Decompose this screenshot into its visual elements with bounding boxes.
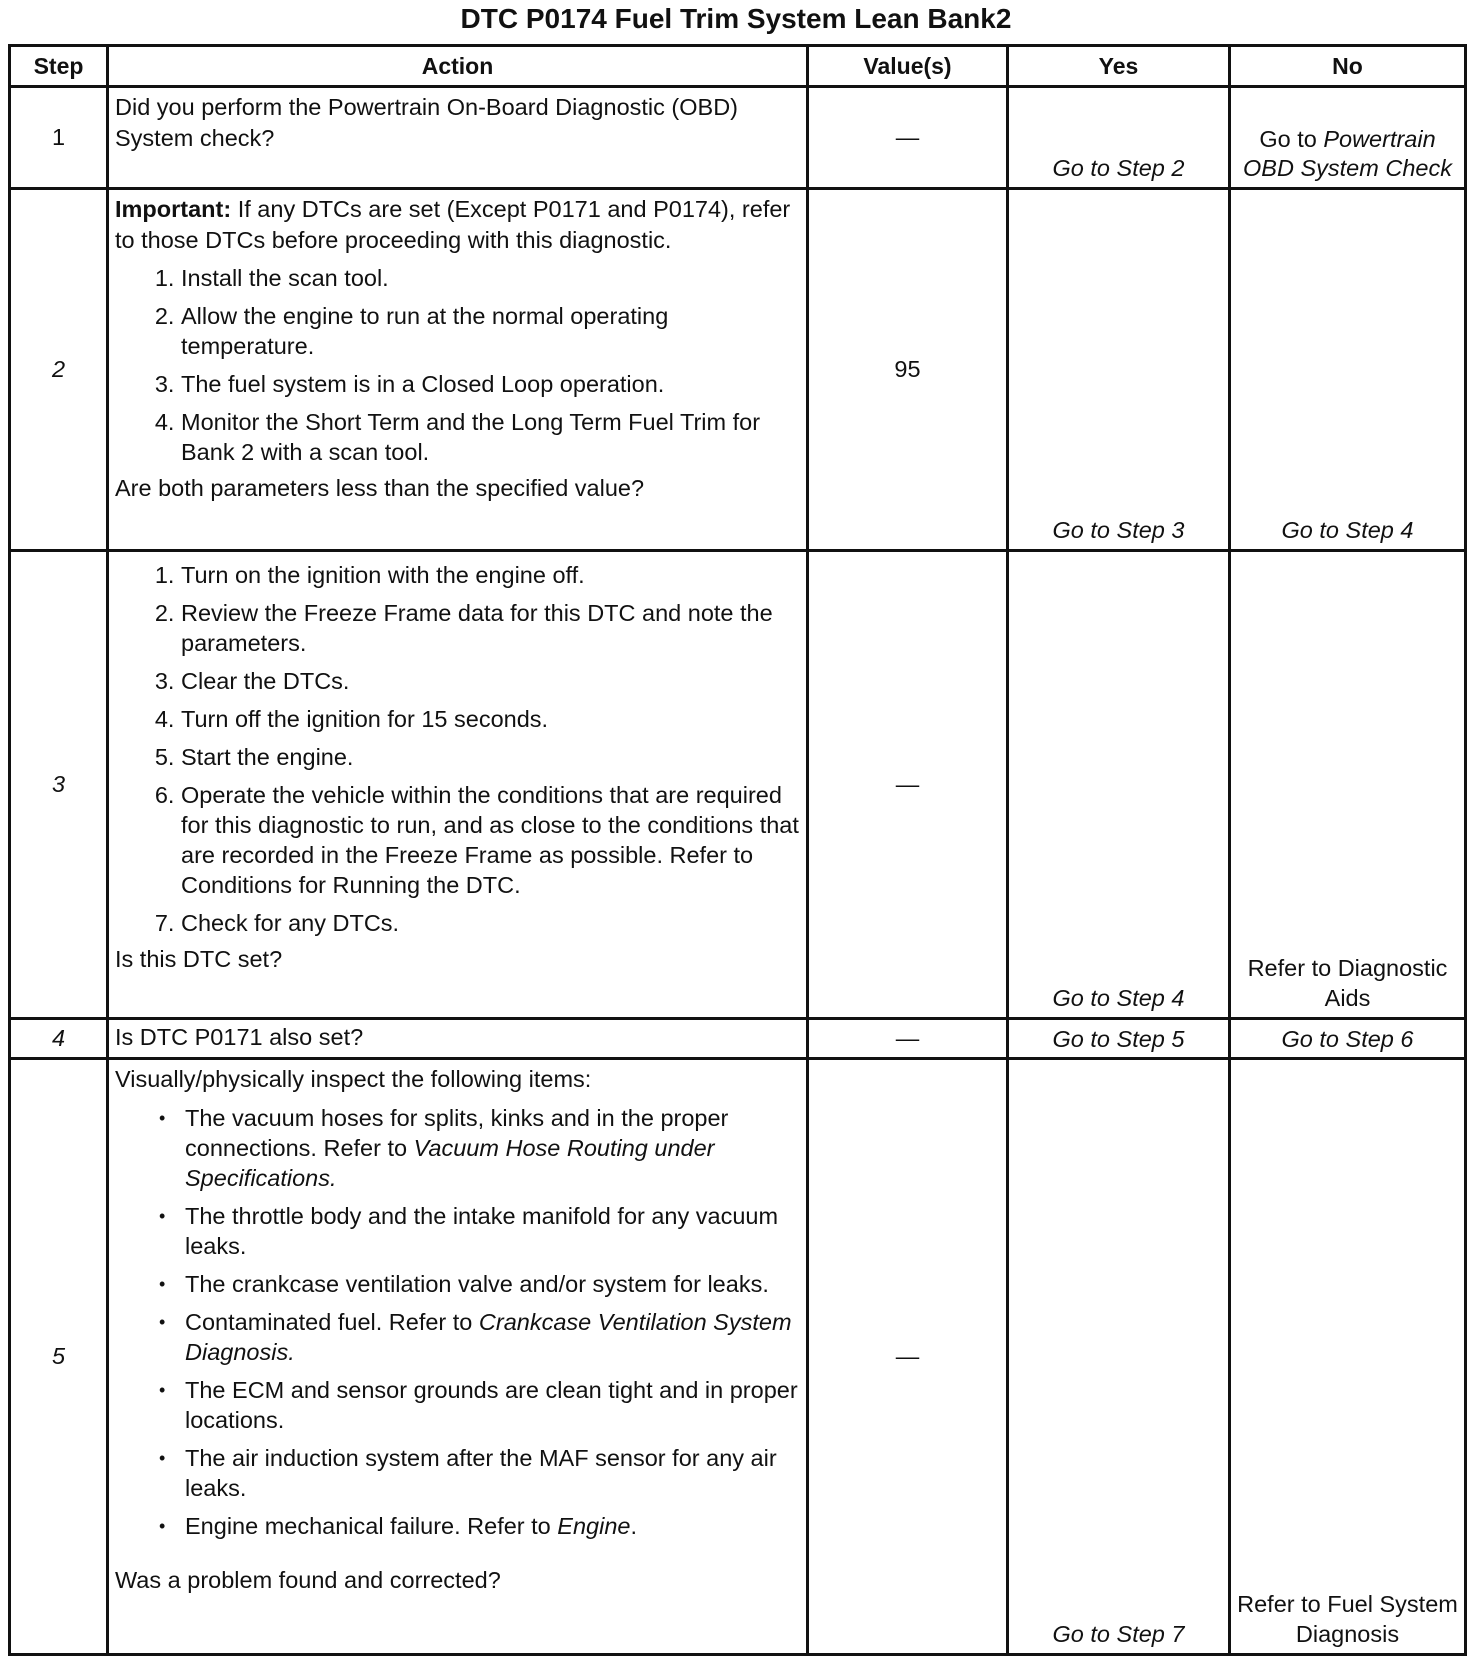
no-text: Refer to Diagnostic Aids bbox=[1247, 955, 1448, 1011]
table-row bbox=[10, 1059, 1466, 1655]
action-text: Is DTC P0171 also set? bbox=[115, 1024, 364, 1050]
list-item: 1. Install the scan tool. bbox=[181, 263, 800, 293]
yes-text: Go to Step 7 bbox=[1052, 1621, 1185, 1647]
item-link: Crankcase Ventilation System Diagnosis. bbox=[185, 1308, 792, 1365]
step-number: 1 bbox=[10, 87, 108, 189]
step-number: 5 bbox=[10, 1059, 108, 1655]
list-item: • The throttle body and the intake manifold for any vacuum leaks. bbox=[185, 1201, 800, 1261]
list-item: 5. Start the engine. bbox=[181, 742, 800, 772]
table-row bbox=[10, 1019, 1466, 1059]
step-number: 2 bbox=[10, 189, 108, 551]
value-cell: 95 bbox=[808, 189, 1008, 551]
step-list bbox=[115, 560, 800, 938]
list-item: • The air induction system after the MAF sensor for any air leaks. bbox=[185, 1443, 800, 1503]
yes-cell bbox=[1008, 551, 1230, 1019]
important-label: Important: bbox=[115, 196, 232, 222]
no-prefix: Go to bbox=[1259, 126, 1317, 152]
action-cell bbox=[108, 1019, 808, 1059]
yes-cell bbox=[1008, 1059, 1230, 1655]
list-item: 3. Clear the DTCs. bbox=[181, 666, 800, 696]
action-text: Did you perform the Powertrain On-Board Diagnostic (OBD) System check? bbox=[115, 94, 738, 151]
question-text: Are both parameters less than the specified value? bbox=[115, 475, 645, 501]
yes-text: Go to Step 2 bbox=[1052, 155, 1185, 181]
header-yes: Yes bbox=[1008, 46, 1230, 87]
action-cell bbox=[108, 87, 808, 189]
no-text: Go to Step 6 bbox=[1281, 1025, 1414, 1052]
intro-text: Visually/physically inspect the following items: bbox=[115, 1066, 592, 1092]
yes-text: Go to Step 5 bbox=[1052, 1025, 1185, 1052]
list-item: 1. Turn on the ignition with the engine off. bbox=[181, 560, 800, 590]
list-item: 2. Review the Freeze Frame data for this DTC and note the parameters. bbox=[181, 598, 800, 658]
action-cell bbox=[108, 189, 808, 551]
no-text: Refer to Fuel System Diagnosis bbox=[1237, 1591, 1458, 1647]
no-cell bbox=[1230, 189, 1466, 551]
list-item: • The crankcase ventilation valve and/or system for leaks. bbox=[185, 1269, 800, 1299]
no-cell bbox=[1230, 551, 1466, 1019]
list-item bbox=[185, 1307, 800, 1367]
item-text: The vacuum hoses for splits, kinks and in the proper connections. Refer to bbox=[185, 1104, 729, 1161]
item-link: Vacuum Hose Routing under Specifications. bbox=[185, 1134, 715, 1191]
list-item bbox=[185, 1511, 800, 1541]
step-number: 3 bbox=[10, 551, 108, 1019]
item-link: Engine bbox=[557, 1512, 631, 1539]
table-row bbox=[10, 189, 1466, 551]
list-item: 7. Check for any DTCs. bbox=[181, 908, 800, 938]
value-cell: — bbox=[808, 87, 1008, 189]
no-text: Go to Step 4 bbox=[1281, 517, 1414, 543]
item-text: Contaminated fuel. Refer to bbox=[185, 1308, 473, 1335]
header-action: Action bbox=[108, 46, 808, 87]
action-cell bbox=[108, 551, 808, 1019]
list-item: 4. Monitor the Short Term and the Long Term Fuel Trim for Bank 2 with a scan tool. bbox=[181, 407, 800, 467]
list-item: 3. The fuel system is in a Closed Loop operation. bbox=[181, 369, 800, 399]
item-text: Engine mechanical failure. Refer to bbox=[185, 1512, 551, 1539]
no-cell bbox=[1230, 1019, 1466, 1059]
value-cell: — bbox=[808, 551, 1008, 1019]
yes-cell bbox=[1008, 87, 1230, 189]
header-no: No bbox=[1230, 46, 1466, 87]
inspection-list bbox=[115, 1103, 800, 1541]
step-number: 4 bbox=[10, 1019, 108, 1059]
header-step: Step bbox=[10, 46, 108, 87]
value-cell: — bbox=[808, 1059, 1008, 1655]
yes-cell bbox=[1008, 189, 1230, 551]
list-item bbox=[185, 1103, 800, 1193]
important-note bbox=[115, 194, 800, 255]
yes-text: Go to Step 3 bbox=[1052, 517, 1185, 543]
action-cell bbox=[108, 1059, 808, 1655]
step-list bbox=[115, 263, 800, 467]
table-row bbox=[10, 551, 1466, 1019]
header-values: Value(s) bbox=[808, 46, 1008, 87]
list-item: 6. Operate the vehicle within the conditions that are required for this diagnostic to run, and as close to the conditions that are recorded in the Freeze Frame as possible. Refer to Conditions for Running the DTC. bbox=[181, 780, 800, 900]
header-row bbox=[10, 46, 1466, 87]
no-link: Powertrain OBD System Check bbox=[1243, 126, 1452, 181]
important-text: If any DTCs are set (Except P0171 and P0174), refer to those DTCs before proceeding with this diagnostic. bbox=[115, 196, 791, 253]
question-text: Was a problem found and corrected? bbox=[115, 1566, 501, 1593]
value-cell: — bbox=[808, 1019, 1008, 1059]
yes-text: Go to Step 4 bbox=[1052, 985, 1185, 1011]
no-cell bbox=[1230, 1059, 1466, 1655]
no-cell bbox=[1230, 87, 1466, 189]
item-end: . bbox=[630, 1512, 638, 1539]
document-title: DTC P0174 Fuel Trim System Lean Bank2 bbox=[460, 3, 1012, 34]
table-row bbox=[10, 87, 1466, 189]
list-item: 4. Turn off the ignition for 15 seconds. bbox=[181, 704, 800, 734]
question-text: Is this DTC set? bbox=[115, 946, 283, 972]
yes-cell bbox=[1008, 1019, 1230, 1059]
list-item: • The ECM and sensor grounds are clean tight and in proper locations. bbox=[185, 1375, 800, 1435]
list-item: 2. Allow the engine to run at the normal operating temperature. bbox=[181, 301, 800, 361]
diagnostic-table bbox=[8, 44, 1467, 1656]
